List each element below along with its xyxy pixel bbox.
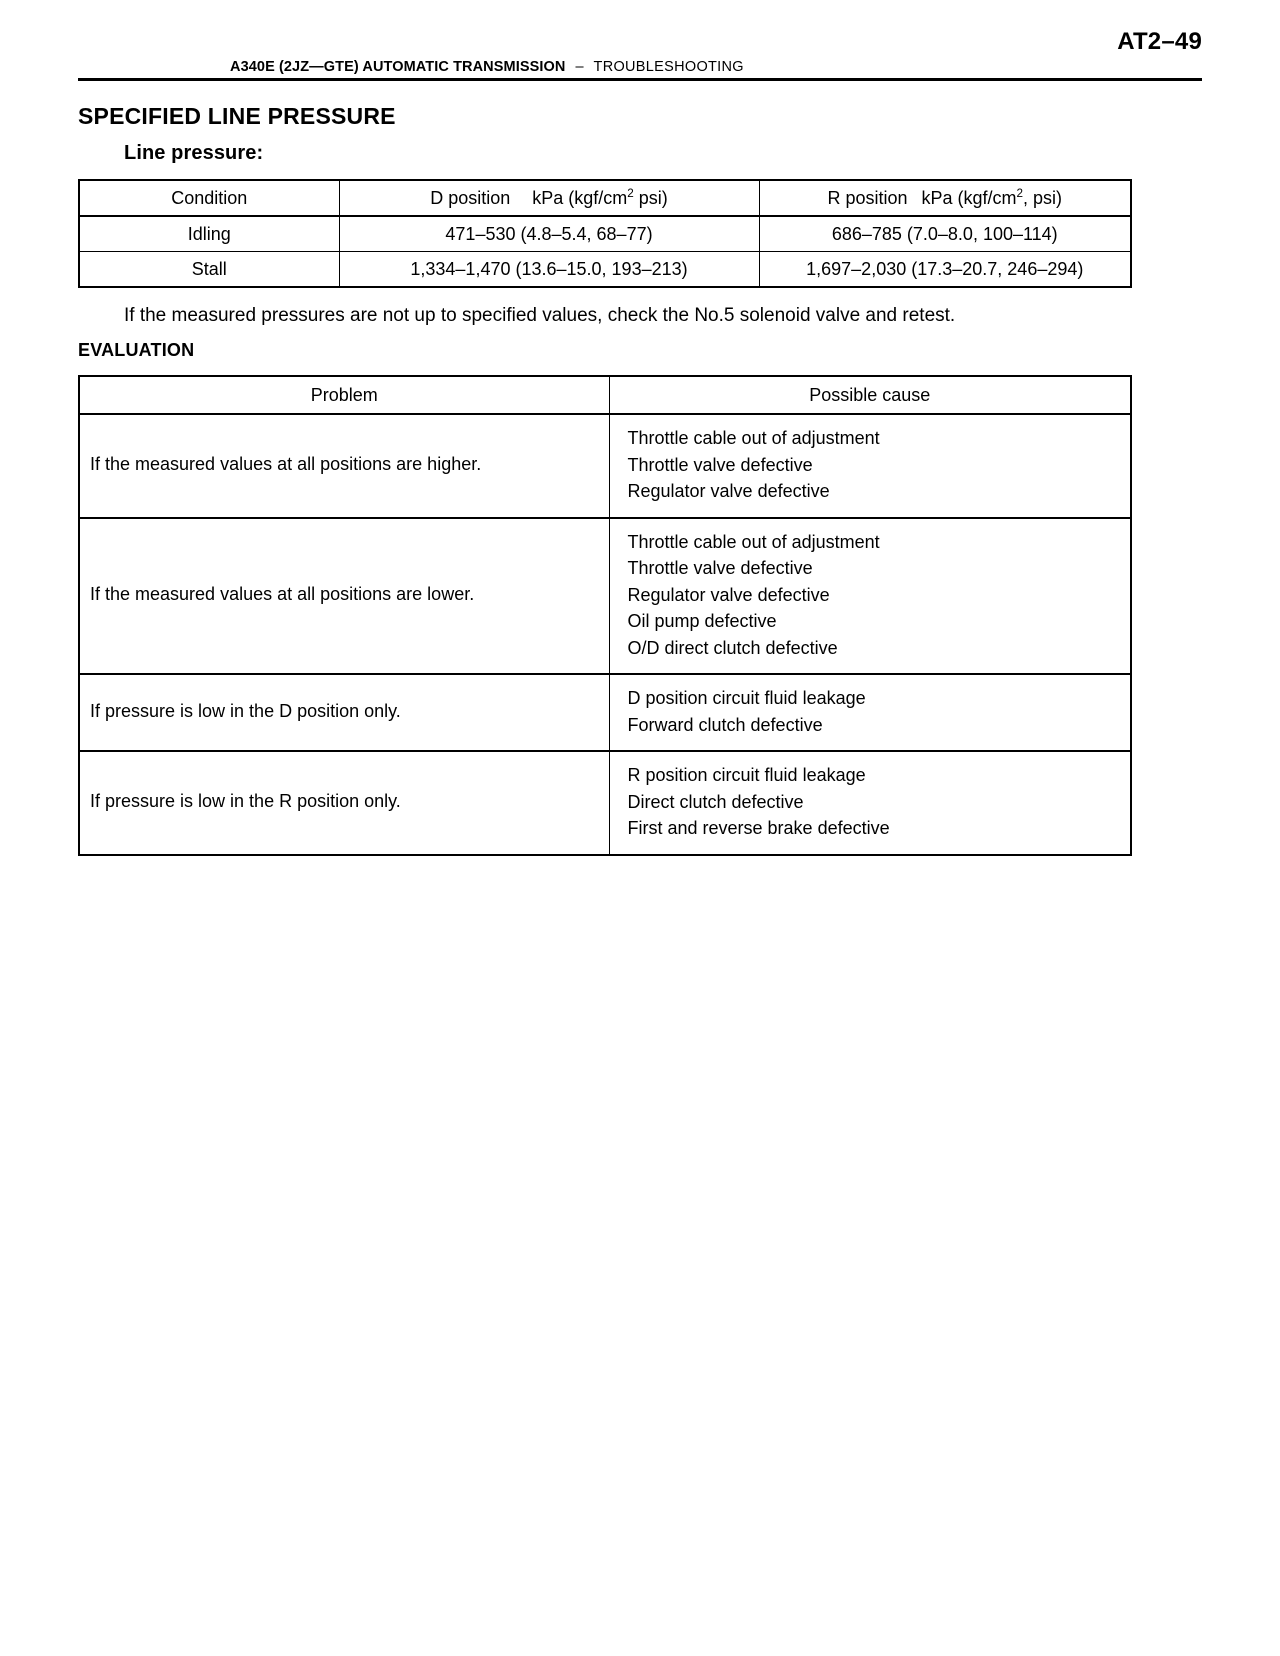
- d-position-units-pre: kPa (kgf/cm: [532, 187, 628, 208]
- r-position-label: R position: [827, 187, 908, 208]
- cause-item: Direct clutch defective: [627, 791, 804, 812]
- cause-item: Regulator valve defective: [627, 481, 830, 501]
- d-position-units-sup: 2: [627, 186, 634, 200]
- cell-r-position: 1,697–2,030 (17.3–20.7, 246–294): [759, 252, 1131, 288]
- cause-item: O/D direct clutch defective: [627, 637, 838, 658]
- cell-problem: If the measured values at all positions are higher.: [79, 414, 609, 518]
- r-position-units-sup: 2: [1016, 186, 1024, 200]
- cause-item: Regulator valve defective: [627, 584, 830, 605]
- r-position-units-pre: kPa (kgf/cm: [921, 187, 1017, 208]
- d-position-units-post: psi): [633, 187, 668, 208]
- cause-item: D position circuit fluid leakage: [627, 688, 866, 708]
- running-head-title: A340E (2JZ—GTE) AUTOMATIC TRANSMISSION: [230, 59, 566, 75]
- cell-condition: Idling: [79, 216, 339, 252]
- table-header-row: [79, 376, 1131, 414]
- cause-item: Oil pump defective: [627, 611, 777, 631]
- cell-possible-cause: [609, 751, 1131, 855]
- note-paragraph: If the measured pressures are not up to specified values, check the No.5 solenoid valve and retest.: [124, 305, 956, 326]
- table-row: [79, 674, 1131, 751]
- running-head: [78, 59, 1202, 75]
- cell-possible-cause: [609, 674, 1131, 751]
- column-header-condition: Condition: [79, 180, 339, 216]
- cell-possible-cause: [609, 414, 1131, 518]
- table-row: [79, 751, 1131, 855]
- table-row: [79, 414, 1131, 518]
- table-row: [79, 518, 1131, 675]
- table-row: [79, 252, 1131, 288]
- evaluation-title: EVALUATION: [78, 340, 195, 360]
- cause-item: First and reverse brake defective: [627, 818, 890, 838]
- running-head-dash: –: [575, 59, 584, 75]
- table-row: [79, 216, 1131, 252]
- cell-problem: If pressure is low in the R position only.: [79, 751, 609, 855]
- cause-item: Throttle valve defective: [627, 558, 813, 578]
- column-header-problem: Problem: [79, 376, 609, 414]
- cause-item: Throttle cable out of adjustment: [627, 428, 880, 448]
- cell-condition: Stall: [79, 252, 339, 288]
- line-pressure-table: [78, 179, 1132, 288]
- section-title: SPECIFIED LINE PRESSURE: [78, 103, 396, 129]
- cell-problem: If the measured values at all positions are lower.: [79, 518, 609, 675]
- cell-r-position: 686–785 (7.0–8.0, 100–114): [759, 216, 1131, 252]
- cell-d-position: 471–530 (4.8–5.4, 68–77): [339, 216, 759, 252]
- evaluation-table: [78, 375, 1132, 856]
- cause-item: R position circuit fluid leakage: [627, 765, 866, 785]
- cell-possible-cause: [609, 518, 1131, 675]
- d-position-label: D position: [430, 187, 511, 208]
- r-position-units-post: , psi): [1023, 187, 1063, 208]
- column-header-possible-cause: Possible cause: [609, 376, 1131, 414]
- page-header: [78, 0, 1202, 81]
- cause-item: Forward clutch defective: [627, 714, 823, 735]
- cell-problem: If pressure is low in the D position only.: [79, 674, 609, 751]
- column-header-d-position: [339, 180, 759, 216]
- cell-d-position: 1,334–1,470 (13.6–15.0, 193–213): [339, 252, 759, 288]
- cause-item: Throttle cable out of adjustment: [627, 531, 880, 552]
- table-header-row: [79, 180, 1131, 216]
- column-header-r-position: [759, 180, 1131, 216]
- header-rule: [78, 78, 1202, 81]
- running-head-section: TROUBLESHOOTING: [593, 59, 744, 75]
- page-folio: AT2–49: [1117, 28, 1202, 55]
- subsection-title: Line pressure:: [124, 142, 264, 164]
- cause-item: Throttle valve defective: [627, 454, 813, 475]
